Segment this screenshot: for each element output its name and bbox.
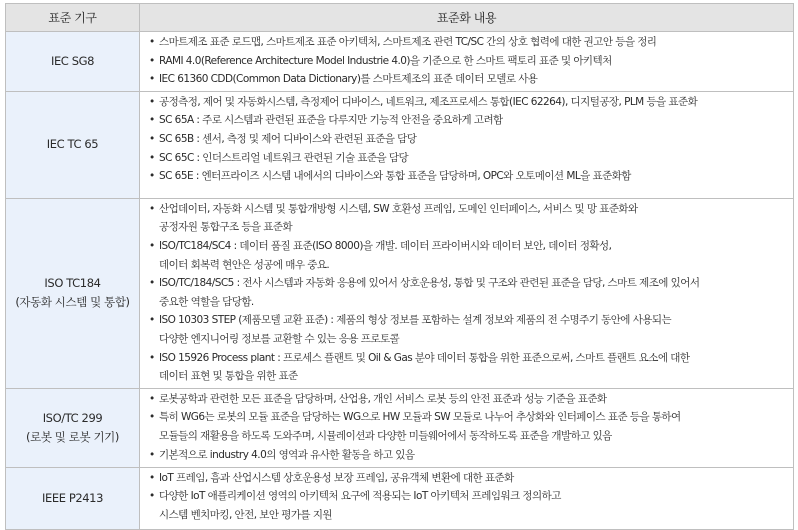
bullet-text-line: • IoT 프레임, 흠과 산업시스템 상호운용성 보장 프레임, 공유객체 변환에 대한 표준화: [159, 471, 514, 484]
bullet-item: [149, 130, 789, 149]
org-cell: [6, 388, 140, 467]
org-name-line: IEC SG8: [50, 53, 95, 68]
org-cell: [6, 467, 140, 529]
bullet-text-line: • 산업데이터, 자동화 시스템 및 통합개방형 시스템, SW 호환성 프레임, 도메인 인터페이스, 서비스 및 망 표준화와: [159, 202, 638, 215]
bullet-text-line: 시스템 벤치마킹, 안전, 보안 평가를 지원: [159, 508, 333, 521]
table-row: [6, 32, 794, 92]
bullet-item: [149, 487, 789, 524]
org-name-line: ISO TC184: [44, 276, 101, 291]
bullet-text-line: • SC 65B : 센서, 측정 및 제어 디바이스와 관련된 표준을 담당: [159, 132, 417, 145]
bullet-text-line: 모듈들의 재활용을 하도록 도와주며, 시뮬레이션과 다양한 미들웨어에서 동작하도록 표준을 개발하고 있음: [159, 429, 612, 442]
bullet-text-line: 데이터 표현 및 통합을 위한 표준: [159, 370, 298, 383]
table-header-row: [6, 4, 794, 32]
bullet-text-line: • 다양한 IoT 애플리케이션 영역의 아키텍처 요구에 적용되는 IoT 아키텍처 프레임워크 정의하고: [159, 490, 561, 503]
bullet-text-line: • ISO/TC/184/SC5 : 전사 시스템과 자동화 응용에 있어서 상호운용성, 통합 및 구조와 관련된 표준을 담당, 스마트 제조에 있어서: [159, 277, 700, 290]
bullet-list: [149, 93, 789, 186]
org-name-line: IEEE P2413: [41, 490, 104, 505]
bullet-item: [149, 52, 789, 71]
bullet-item: [149, 167, 789, 186]
bullet-item: [149, 93, 789, 112]
standards-table: [5, 3, 794, 530]
bullet-text-line: • SC 65C : 인더스트리얼 네트워크 관련된 기술 표준을 담당: [159, 151, 409, 164]
content-cell: [140, 91, 794, 198]
bullet-item: [149, 200, 789, 237]
bullet-item: [149, 237, 789, 274]
bullet-text-line: • IEC 61360 CDD(Common Data Dictionary)를 스마트제조의 표준 데이터 모델로 사용: [159, 73, 538, 86]
table-row: [6, 198, 794, 388]
org-name-line: (자동화 시스템 및 통합): [15, 295, 130, 310]
bullet-list: [149, 33, 789, 89]
bullet-text-line: • ISO 15926 Process plant : 프로세스 플랜트 및 Oil & Gas 분야 데이터 통합을 위한 표준으로써, 스마트 플랜트 요소에 대한: [159, 351, 690, 364]
bullet-item: [149, 274, 789, 311]
bullet-item: [149, 111, 789, 130]
header-org: 표준 기구: [6, 4, 140, 32]
bullet-text-line: • 기본적으로 industry 4.0의 영역과 유사한 활동을 하고 있음: [159, 448, 415, 461]
table-body: [6, 32, 794, 530]
table-row: [6, 388, 794, 467]
content-cell: [140, 467, 794, 529]
bullet-item: [149, 349, 789, 386]
bullet-list: [149, 390, 789, 464]
org-name-line: (로봇 및 로봇 기기): [26, 429, 119, 444]
org-name-line: ISO/TC 299: [42, 410, 103, 425]
bullet-text-line: • 스마트제조 표준 로드맵, 스마트제조 표준 아키텍처, 스마트제조 관련 TC/SC 간의 상호 협력에 대한 권고안 등을 정리: [159, 36, 657, 48]
bullet-text-line: • ISO/TC184/SC4 : 데이터 품질 표준(ISO 8000)을 개발. 데이터 프라이버시와 데이터 보안, 데이터 정확성,: [159, 239, 612, 252]
content-cell: [140, 32, 794, 92]
bullet-text-line: 공정자원 통합구조 등을 표준화: [159, 221, 293, 234]
bullet-item: [149, 149, 789, 168]
bullet-item: [149, 408, 789, 445]
header-content: 표준화 내용: [140, 4, 794, 32]
bullet-item: [149, 311, 789, 348]
bullet-item: [149, 469, 789, 488]
bullet-list: [149, 200, 789, 386]
bullet-text-line: • ISO 10303 STEP (제품모델 교환 표준) : 제품의 형상 정보를 포함하는 설계 정보와 제품의 전 수명주기 동안에 사용되는: [159, 314, 672, 327]
table-row: [6, 467, 794, 529]
org-name-line: IEC TC 65: [46, 137, 99, 152]
bullet-text-line: • RAMI 4.0(Reference Architecture Model Industrie 4.0)을 기준으로 한 스마트 팩토리 표준 및 아키텍처: [159, 54, 612, 67]
content-cell: [140, 198, 794, 388]
content-cell: [140, 388, 794, 467]
bullet-text-line: • 특히 WG6는 로봇의 모듈 표준을 담당하는 WG으로 HW 모듈과 SW 모듈로 나누어 추상화와 인터페이스 표준 등을 통하여: [159, 411, 681, 424]
bullet-text-line: • 로봇공학과 관련한 모든 표준을 담당하며, 산업용, 개인 서비스 로봇 등의 안전 표준과 성능 기준을 표준화: [159, 392, 607, 405]
bullet-list: [149, 469, 789, 525]
bullet-text-line: 데이터 회복력 현안은 성공에 매우 중요.: [159, 258, 330, 271]
org-cell: [6, 91, 140, 198]
bullet-text-line: 다양한 엔지니어링 정보를 교환할 수 있는 응용 프로토콜: [159, 332, 400, 345]
bullet-text-line: • SC 65A : 주로 시스템과 관련된 표준을 다루지만 기능적 안전을 중요하게 고려함: [159, 114, 503, 127]
org-cell: [6, 32, 140, 92]
bullet-item: [149, 33, 789, 52]
table-row: [6, 91, 794, 198]
bullet-item: [149, 390, 789, 409]
bullet-text-line: 중요한 역할을 담당함.: [159, 295, 254, 308]
bullet-item: [149, 70, 789, 89]
org-cell: [6, 198, 140, 388]
bullet-item: [149, 446, 789, 465]
bullet-text-line: • SC 65E : 엔터프라이즈 시스템 내에서의 디바이스와 통합 표준을 담당하며, OPC와 오토메이션 ML을 표준화함: [159, 170, 631, 183]
bullet-text-line: • 공정측정, 제어 및 자동화시스템, 측정제어 디바이스, 네트워크, 제조프로세스 통합(IEC 62264), 디지털공장, PLM 등을 표준화: [159, 95, 698, 108]
